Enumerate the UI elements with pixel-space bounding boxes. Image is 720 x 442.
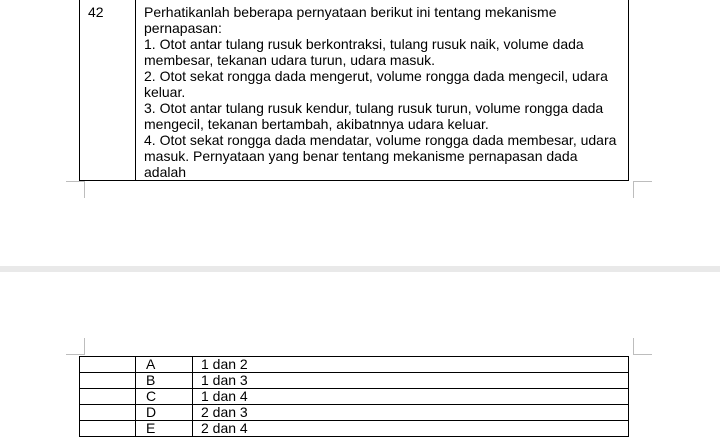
empty-cell [80, 405, 136, 421]
question-line: Perhatikanlah beberapa pernyataan berikut ini tentang mekanisme [144, 4, 557, 20]
question-line: masuk. Pernyataan yang benar tentang mekanisme pernapasan dada [144, 148, 578, 164]
option-letter: D [136, 405, 193, 421]
empty-cell [80, 357, 136, 373]
options-table [79, 356, 629, 437]
table-row[interactable] [80, 389, 629, 405]
table-row[interactable] [80, 357, 629, 373]
option-letter: E [136, 421, 193, 437]
question-line: keluar. [144, 84, 186, 100]
margin-mark-top-right [633, 338, 634, 355]
option-letter: C [136, 389, 193, 405]
table-row[interactable] [80, 405, 629, 421]
margin-mark-bottom-right [634, 181, 652, 182]
margin-mark-bottom-left [84, 181, 85, 198]
question-line: 4. Otot sekat rongga dada mendatar, volume rongga dada membesar, udara [144, 132, 617, 148]
margin-mark-bottom-right [633, 181, 634, 198]
option-text: 2 dan 3 [193, 405, 629, 421]
margin-mark-top-right [634, 354, 652, 355]
empty-cell [80, 421, 136, 437]
option-letter: B [136, 373, 193, 389]
empty-cell [80, 373, 136, 389]
question-table [79, 0, 629, 181]
option-letter: A [136, 357, 193, 373]
question-line: pernapasan: [144, 20, 222, 36]
margin-mark-bottom-left [66, 181, 84, 182]
page-bottom [0, 272, 720, 442]
question-line: 2. Otot sekat rongga dada mengerut, volume rongga dada mengecil, udara [144, 68, 608, 84]
table-row[interactable] [80, 421, 629, 437]
margin-mark-top-left [66, 354, 84, 355]
question-text[interactable] [144, 4, 626, 180]
option-text: 1 dan 2 [193, 357, 629, 373]
table-row[interactable] [80, 373, 629, 389]
question-line: adalah [144, 164, 187, 180]
margin-mark-top-left [84, 338, 85, 355]
question-number: 42 [88, 4, 104, 20]
empty-cell [80, 389, 136, 405]
question-line: membesar, tekanan udara turun, udara masuk. [144, 52, 436, 68]
question-line: 3. Otot antar tulang rusuk kendur, tulang rusuk turun, volume rongga dada [144, 100, 604, 116]
option-text: 1 dan 3 [193, 373, 629, 389]
question-line: 1. Otot antar tulang rusuk berkontraksi, tulang rusuk naik, volume dada [144, 36, 584, 52]
option-text: 1 dan 4 [193, 389, 629, 405]
question-line: mengecil, tekanan bertambah, akibatnnya udara keluar. [144, 116, 489, 132]
option-text: 2 dan 4 [193, 421, 629, 437]
column-divider [135, 0, 136, 180]
